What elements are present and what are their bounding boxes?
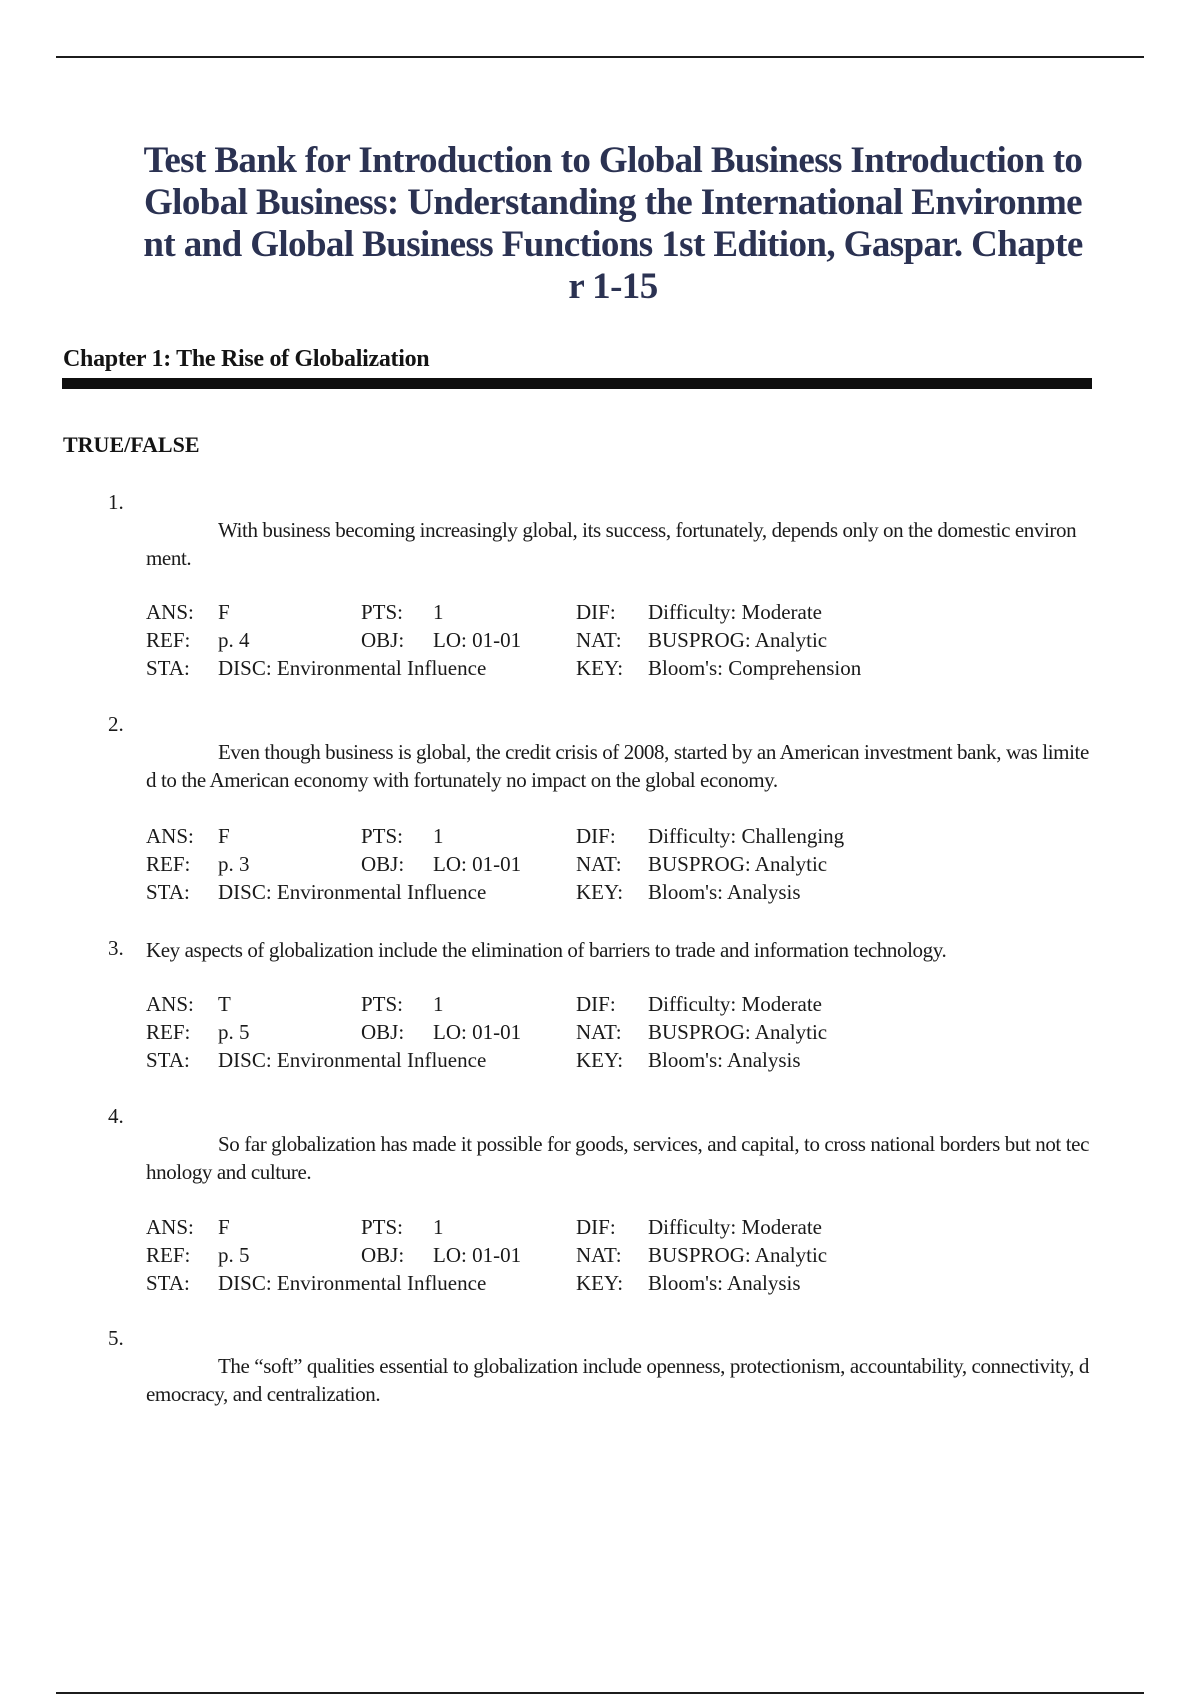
ref-value: p. 5 xyxy=(218,1243,250,1267)
nat-value: BUSPROG: Analytic xyxy=(648,1243,828,1267)
ref-value: p. 4 xyxy=(218,628,250,652)
key-label: KEY: xyxy=(576,880,624,904)
pts-value: 1 xyxy=(433,600,444,624)
obj-value: LO: 01-01 xyxy=(433,852,522,876)
sta-value: DISC: Environmental Influence xyxy=(218,1048,487,1072)
nat-label: NAT: xyxy=(576,852,622,876)
ans-label: ANS: xyxy=(146,600,194,624)
pts-label: PTS: xyxy=(361,1215,404,1239)
pts-value: 1 xyxy=(433,992,444,1016)
answer-metadata xyxy=(146,822,906,906)
obj-value: LO: 01-01 xyxy=(433,628,522,652)
dif-value: Difficulty: Moderate xyxy=(648,600,822,624)
bottom-rule xyxy=(56,1692,1144,1694)
pts-label: PTS: xyxy=(361,992,404,1016)
nat-value: BUSPROG: Analytic xyxy=(648,1020,828,1044)
pts-value: 1 xyxy=(433,1215,444,1239)
ref-label: REF: xyxy=(146,1243,191,1267)
question-text: With business becoming increasingly global, its success, fortunately, depends only on the domestic environment. xyxy=(146,518,1077,570)
ref-label: REF: xyxy=(146,628,191,652)
question-text: So far globalization has made it possible for goods, services, and capital, to cross national borders but not technology and culture. xyxy=(146,1132,1089,1184)
dif-value: Difficulty: Moderate xyxy=(648,1215,822,1239)
question-text: The “soft” qualities essential to globalization include openness, protectionism, accountability, connectivity, democracy, and centralization. xyxy=(146,1354,1089,1406)
dif-label: DIF: xyxy=(576,1215,616,1239)
obj-label: OBJ: xyxy=(361,628,405,652)
obj-value: LO: 01-01 xyxy=(433,1243,522,1267)
question-number: 2. xyxy=(108,712,124,736)
document-title: Test Bank for Introduction to Global Business Introduction to Global Business: Understanding the International Environment and Global Business Functions 1st Edition, Gaspar. Chapter 1-15 xyxy=(143,140,1083,307)
question-number: 5. xyxy=(108,1326,124,1350)
sta-value: DISC: Environmental Influence xyxy=(218,1271,487,1295)
key-label: KEY: xyxy=(576,1271,624,1295)
nat-label: NAT: xyxy=(576,1020,622,1044)
key-value: Bloom's: Comprehension xyxy=(648,656,862,680)
nat-label: NAT: xyxy=(576,628,622,652)
question-text: Even though business is global, the credit crisis of 2008, started by an American investment bank, was limited to the American economy with fortunately no impact on the global economy. xyxy=(146,740,1089,792)
answer-metadata xyxy=(146,990,906,1074)
pts-label: PTS: xyxy=(361,824,404,848)
nat-label: NAT: xyxy=(576,1243,622,1267)
nat-value: BUSPROG: Analytic xyxy=(648,852,828,876)
ans-value: F xyxy=(218,600,230,624)
pts-label: PTS: xyxy=(361,600,404,624)
obj-label: OBJ: xyxy=(361,1243,405,1267)
question-number: 1. xyxy=(108,490,124,514)
dif-label: DIF: xyxy=(576,600,616,624)
ans-label: ANS: xyxy=(146,824,194,848)
ref-label: REF: xyxy=(146,1020,191,1044)
question-number: 4. xyxy=(108,1104,124,1128)
ref-label: REF: xyxy=(146,852,191,876)
key-value: Bloom's: Analysis xyxy=(648,1271,801,1295)
key-label: KEY: xyxy=(576,1048,624,1072)
obj-label: OBJ: xyxy=(361,1020,405,1044)
obj-label: OBJ: xyxy=(361,852,405,876)
chapter-divider xyxy=(62,378,1092,389)
ans-label: ANS: xyxy=(146,1215,194,1239)
ans-value: T xyxy=(218,992,231,1016)
answer-metadata xyxy=(146,1213,906,1297)
question-number: 3. xyxy=(108,936,124,960)
nat-value: BUSPROG: Analytic xyxy=(648,628,828,652)
key-label: KEY: xyxy=(576,656,624,680)
ref-value: p. 3 xyxy=(218,852,250,876)
chapter-heading: Chapter 1: The Rise of Globalization xyxy=(63,346,430,372)
answer-metadata xyxy=(146,598,906,682)
sta-label: STA: xyxy=(146,1048,190,1072)
dif-value: Difficulty: Challenging xyxy=(648,824,845,848)
sta-label: STA: xyxy=(146,656,190,680)
sta-label: STA: xyxy=(146,1271,190,1295)
ans-label: ANS: xyxy=(146,992,194,1016)
dif-value: Difficulty: Moderate xyxy=(648,992,822,1016)
pts-value: 1 xyxy=(433,824,444,848)
key-value: Bloom's: Analysis xyxy=(648,880,801,904)
key-value: Bloom's: Analysis xyxy=(648,1048,801,1072)
question-text: Key aspects of globalization include the elimination of barriers to trade and information technology. xyxy=(146,938,947,962)
sta-value: DISC: Environmental Influence xyxy=(218,880,487,904)
obj-value: LO: 01-01 xyxy=(433,1020,522,1044)
sta-label: STA: xyxy=(146,880,190,904)
sta-value: DISC: Environmental Influence xyxy=(218,656,487,680)
dif-label: DIF: xyxy=(576,824,616,848)
ans-value: F xyxy=(218,1215,230,1239)
dif-label: DIF: xyxy=(576,992,616,1016)
ref-value: p. 5 xyxy=(218,1020,250,1044)
ans-value: F xyxy=(218,824,230,848)
top-rule xyxy=(56,56,1144,58)
section-heading: TRUE/FALSE xyxy=(63,432,200,457)
